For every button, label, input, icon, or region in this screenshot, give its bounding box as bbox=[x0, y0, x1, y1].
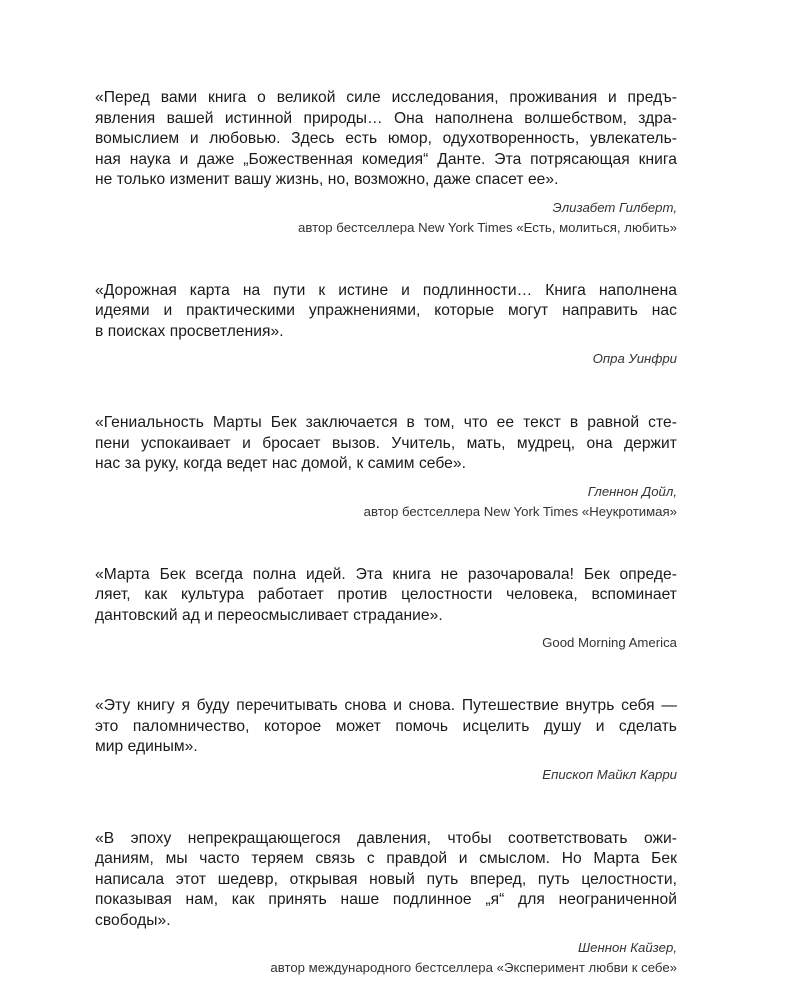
praise-page bbox=[95, 88, 677, 978]
quote-line: написала этот шедевр, открывая новый путь вперед, путь целостности, bbox=[95, 870, 677, 888]
quote-line: идеями и практическими упражнениями, которые могут направить нас bbox=[95, 302, 677, 319]
quote-line: это паломничество, которое может помочь исцелить душу и сделать bbox=[95, 717, 677, 735]
quote-line: «Эту книгу я буду перечитывать снова и снова. Путешествие внутрь себя — bbox=[95, 697, 677, 714]
quote-line: явления вашей истинной природы… Она наполнена волшебством, здра- bbox=[95, 109, 677, 127]
blurb bbox=[95, 88, 677, 238]
quote-line: ляет, как культура работает против целостности человека, вспоминает bbox=[95, 586, 677, 603]
author-description: автор бестселлера New York Times «Есть, молиться, любить» bbox=[298, 219, 677, 235]
quote-line: дантовский ад и переосмысливает страдание». bbox=[95, 606, 443, 624]
author-name: Опра Уинфри bbox=[592, 351, 677, 366]
blurb bbox=[95, 829, 677, 979]
blurb bbox=[95, 281, 677, 370]
blurb-quote bbox=[95, 565, 677, 627]
quote-line: пени успокаивает и бросает вызов. Учитель, мать, мудрец, она держит bbox=[95, 434, 677, 452]
author-name: Шеннон Кайзер, bbox=[578, 940, 677, 955]
blurb-quote bbox=[95, 281, 677, 343]
blurb-quote bbox=[95, 413, 677, 475]
author-description: Good Morning America bbox=[542, 635, 677, 650]
quote-line: свободы». bbox=[95, 911, 171, 929]
quote-line: показывая нам, как принять наше подлинное „я“ для неограниченной bbox=[95, 891, 677, 908]
quote-line: ная наука и даже „Божественная комедия“ Данте. Эта потрясающая книга bbox=[95, 150, 677, 168]
blurb bbox=[95, 565, 677, 654]
blurb-quote bbox=[95, 88, 677, 191]
quote-line: мир единым». bbox=[95, 738, 198, 755]
quote-line: «Дорожная карта на пути к истине и подлинности… Книга наполнена bbox=[95, 281, 677, 299]
author-name: Гленнон Дойл, bbox=[587, 483, 677, 499]
quote-line: «Гениальность Марты Бек заключается в том, что ее текст в равной сте- bbox=[95, 414, 677, 431]
author-description: автор международного бестселлера «Эксперимент любви к себе» bbox=[270, 960, 677, 975]
quote-line: «Перед вами книга о великой силе исследования, проживания и предъ- bbox=[95, 89, 677, 106]
blurb-attribution bbox=[95, 349, 677, 369]
quote-line: даниям, мы часто теряем связь с правдой и смыслом. Но Марта Бек bbox=[95, 850, 677, 867]
blurb-attribution bbox=[95, 198, 677, 238]
blurb bbox=[95, 696, 677, 785]
quote-line: не только изменит вашу жизнь, но, возможно, даже спасет ее». bbox=[95, 171, 559, 188]
blurb-attribution bbox=[95, 765, 677, 785]
blurb-attribution bbox=[95, 938, 677, 978]
author-description: автор бестселлера New York Times «Неукротимая» bbox=[363, 503, 677, 519]
blurb-quote bbox=[95, 829, 677, 932]
quote-line: вомыслием и любовью. Здесь есть юмор, одухотворенность, увлекатель- bbox=[95, 130, 677, 147]
author-name: Епископ Майкл Карри bbox=[542, 766, 677, 782]
quote-line: в поисках просветления». bbox=[95, 322, 284, 340]
quote-line: нас за руку, когда ведет нас домой, к самим себе». bbox=[95, 455, 466, 472]
blurb bbox=[95, 413, 677, 522]
blurb-attribution bbox=[95, 482, 677, 522]
author-name: Элизабет Гилберт, bbox=[552, 199, 677, 215]
blurb-quote bbox=[95, 696, 677, 758]
blurb-attribution bbox=[95, 633, 677, 653]
quote-line: «Марта Бек всегда полна идей. Эта книга не разочаровала! Бек опреде- bbox=[95, 565, 677, 583]
quote-line: «В эпоху непрекращающегося давления, чтобы соответствовать ожи- bbox=[95, 829, 677, 847]
